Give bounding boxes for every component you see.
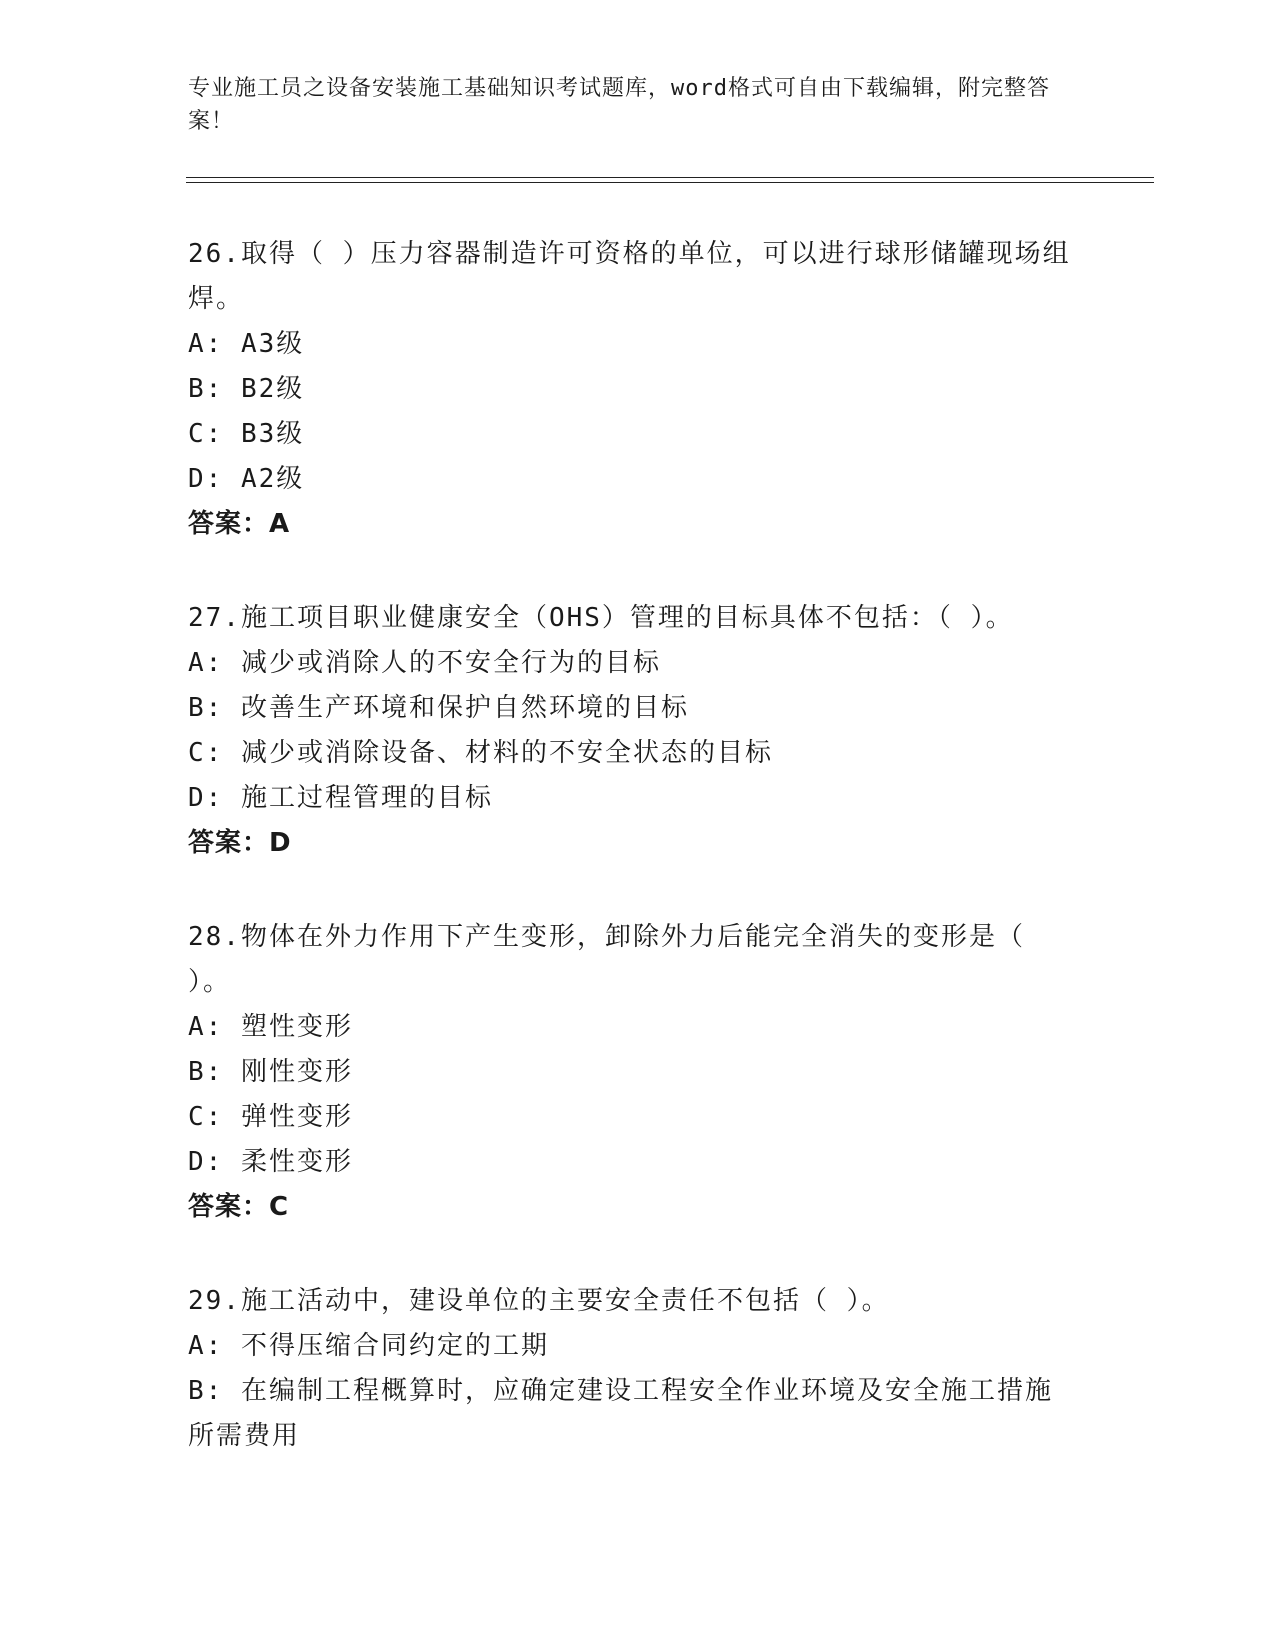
option-b: B: 在编制工程概算时，应确定建设工程安全作业环境及安全施工措施所需费用 — [188, 1376, 1053, 1451]
question-29 — [188, 1279, 1078, 1459]
option-a: A: A3级 — [188, 329, 305, 359]
question-27 — [188, 596, 1078, 866]
question-stem: 29.施工活动中，建设单位的主要安全责任不包括（ ）。 — [188, 1286, 890, 1316]
answer: 答案：D — [188, 828, 292, 858]
question-stem: 26.取得（ ）压力容器制造许可资格的单位，可以进行球形储罐现场组焊。 — [188, 239, 1071, 314]
option-a: A: 塑性变形 — [188, 1012, 353, 1042]
answer: 答案：A — [188, 509, 291, 539]
option-b: B: B2级 — [188, 374, 305, 404]
question-stem: 28.物体在外力作用下产生变形，卸除外力后能完全消失的变形是（ ）。 — [188, 922, 1025, 997]
option-d: D: A2级 — [188, 464, 305, 494]
header-divider-bottom — [186, 182, 1154, 183]
document-header: 专业施工员之设备安装施工基础知识考试题库，word格式可自由下载编辑，附完整答案！ — [188, 76, 1050, 134]
question-stem: 27.施工项目职业健康安全（OHS）管理的目标具体不包括：（ ）。 — [188, 603, 1014, 633]
question-28 — [188, 915, 1078, 1230]
option-a: A: 不得压缩合同约定的工期 — [188, 1331, 549, 1361]
header-divider-top — [186, 177, 1154, 178]
option-d: D: 施工过程管理的目标 — [188, 783, 493, 813]
option-c: C: 弹性变形 — [188, 1102, 353, 1132]
question-26 — [188, 232, 1078, 547]
option-c: C: B3级 — [188, 419, 305, 449]
option-b: B: 改善生产环境和保护自然环境的目标 — [188, 693, 689, 723]
option-a: A: 减少或消除人的不安全行为的目标 — [188, 648, 661, 678]
option-c: C: 减少或消除设备、材料的不安全状态的目标 — [188, 738, 773, 768]
option-b: B: 刚性变形 — [188, 1057, 353, 1087]
option-d: D: 柔性变形 — [188, 1147, 353, 1177]
answer: 答案：C — [188, 1192, 290, 1222]
